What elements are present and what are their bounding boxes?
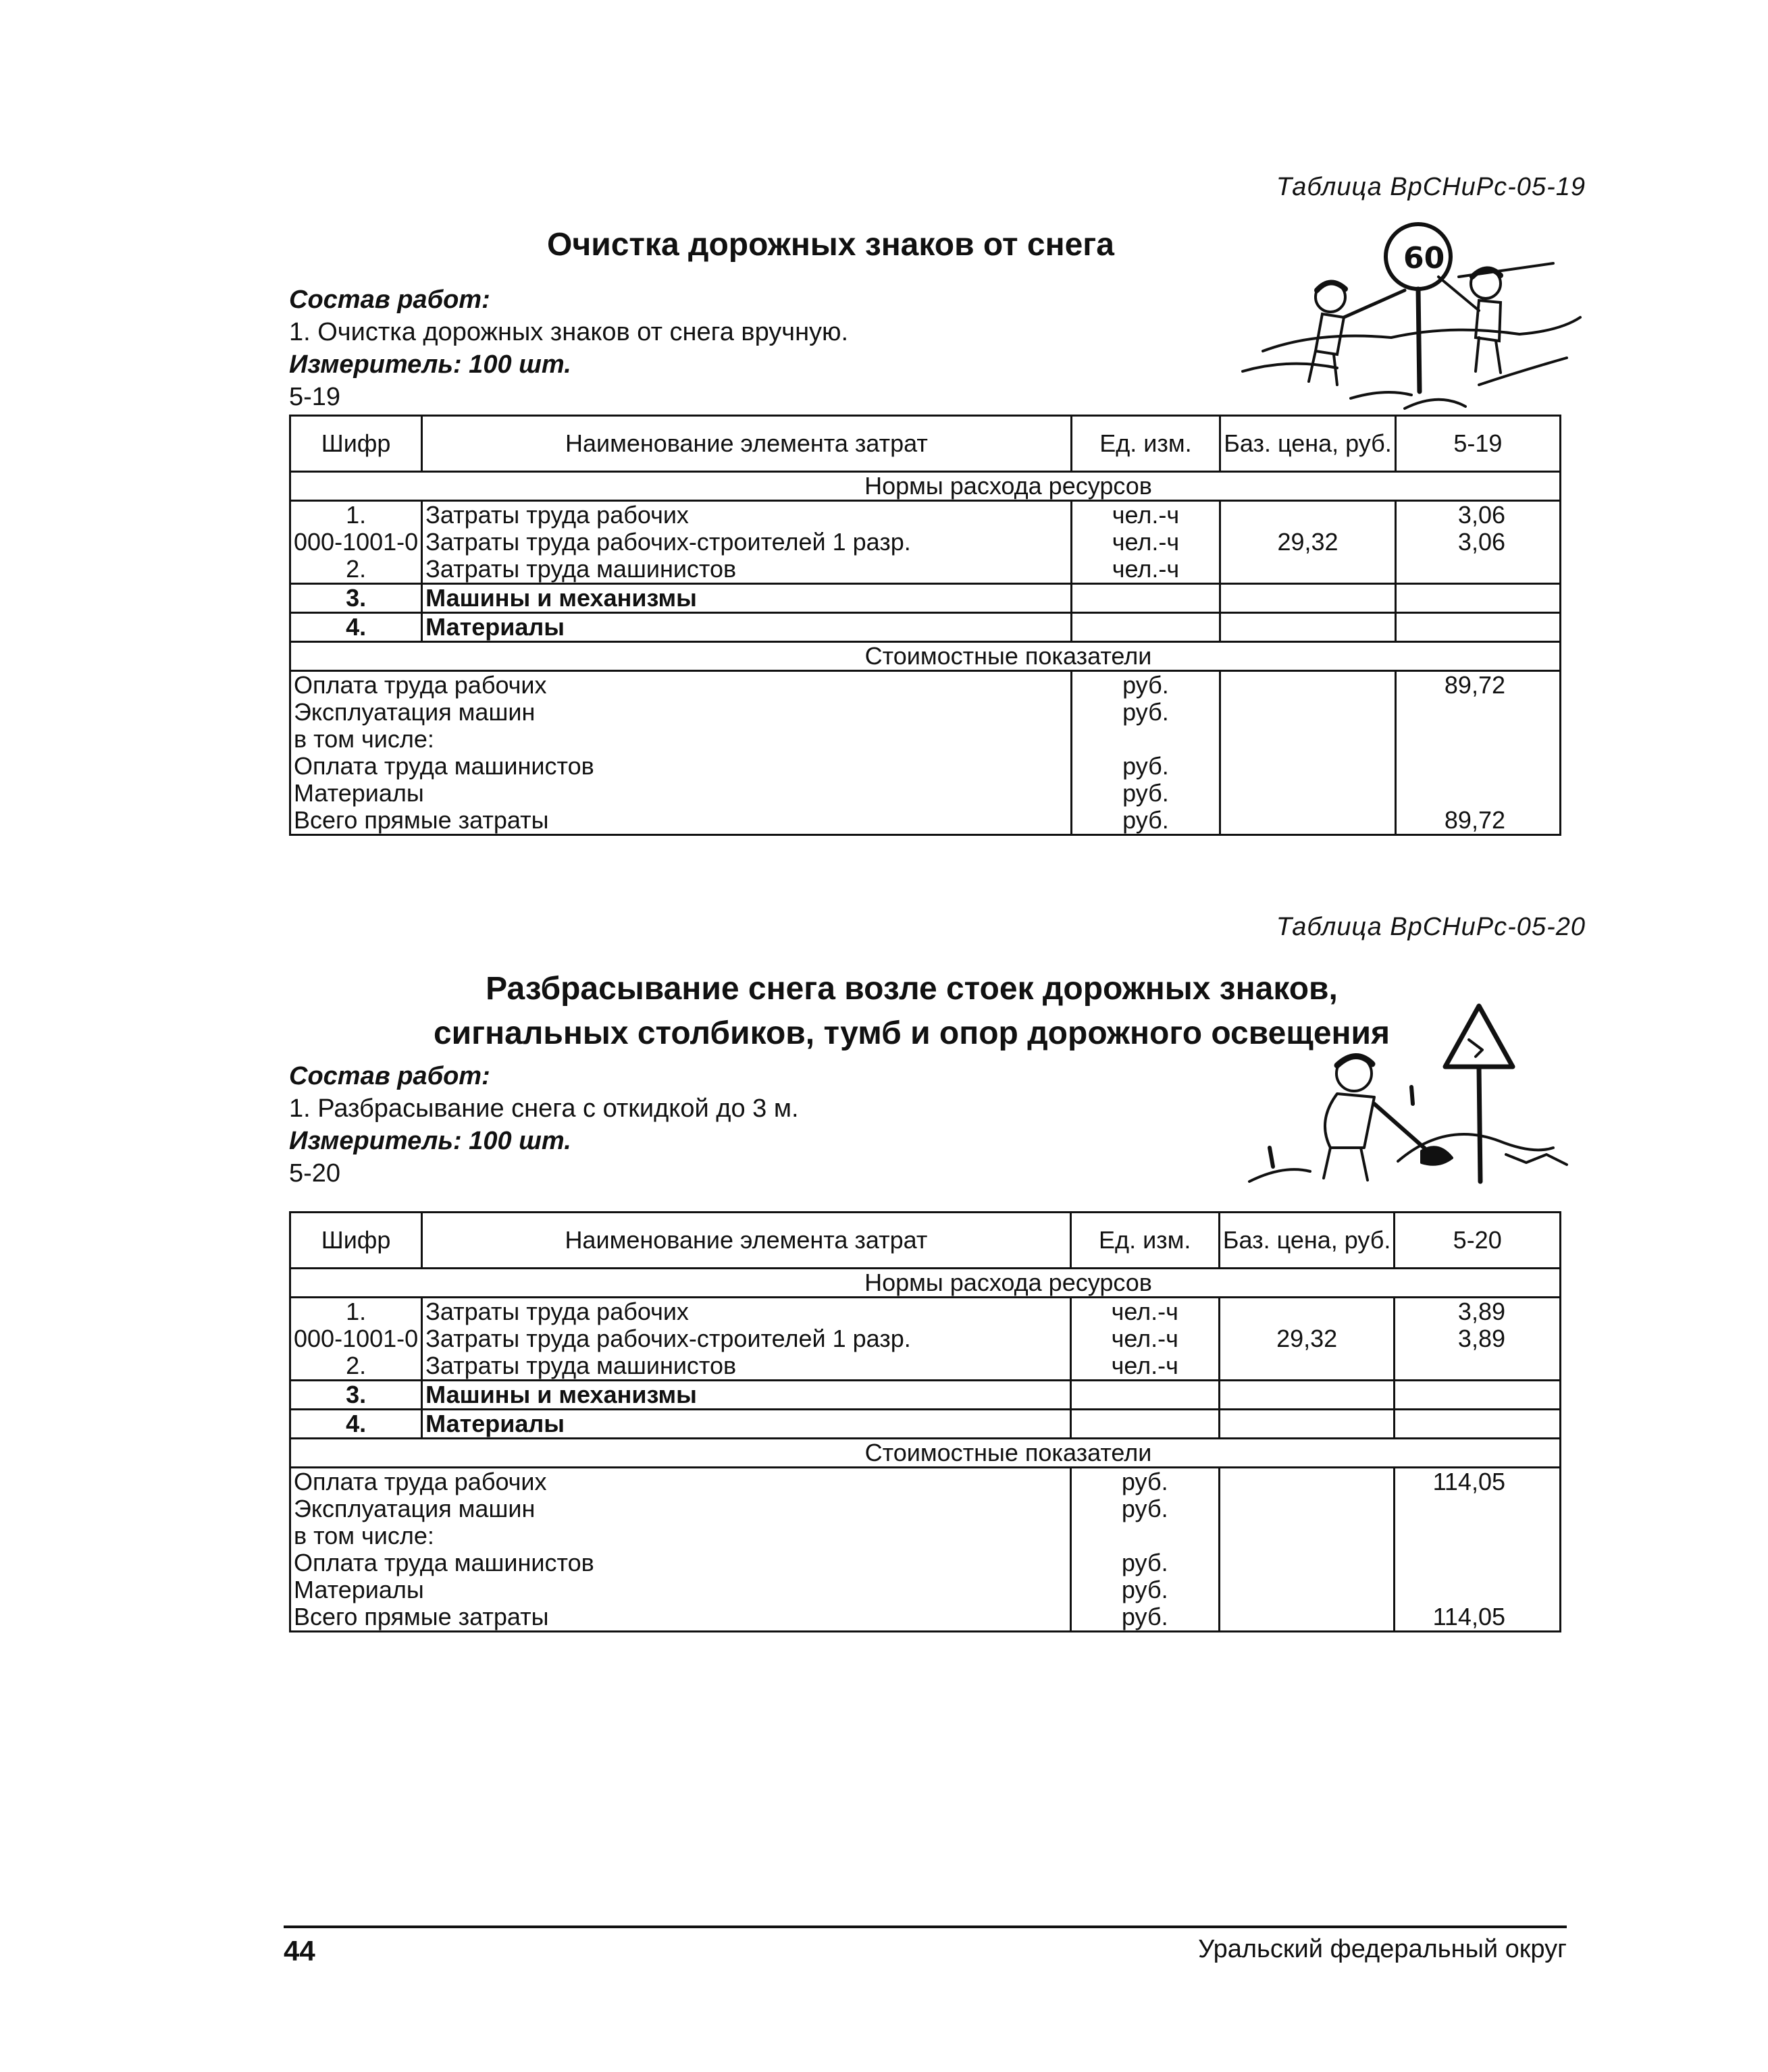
table-row: [290, 753, 1561, 780]
header-cell: 5-19: [1395, 416, 1560, 472]
table-row: [290, 1325, 1561, 1352]
footer-region: Уральский федеральный округ: [1198, 1935, 1567, 1963]
cost-unit: [1071, 726, 1220, 753]
band-label: Нормы расхода ресурсов: [290, 1269, 1561, 1298]
row-code: 1.: [290, 501, 422, 529]
row-unit: [1071, 584, 1220, 613]
table-row: [290, 1549, 1561, 1576]
cost-value: 89,72: [1395, 671, 1560, 699]
row-code: 1.: [290, 1298, 422, 1326]
table-row: [290, 1495, 1561, 1522]
row-price: [1219, 1381, 1395, 1410]
row-value: [1395, 1381, 1561, 1410]
row-code: 2.: [290, 1352, 422, 1381]
footer-divider: [284, 1925, 1567, 1928]
composition-label: Состав работ:: [289, 1062, 490, 1090]
cost-unit: руб.: [1071, 753, 1220, 780]
worker-shoveling-snow-illustration: [1229, 986, 1580, 1188]
meter-label: Измеритель: 100 шт.: [289, 1127, 571, 1155]
cost-name: Эксплуатация машин: [290, 1495, 1071, 1522]
cost-table: [289, 415, 1561, 836]
band-row: [290, 1439, 1561, 1468]
header-cell: Ед. изм.: [1071, 416, 1220, 472]
cost-name: в том числе:: [290, 1522, 1071, 1549]
cost-table: [289, 1211, 1561, 1632]
header-cell: Шифр: [290, 416, 422, 472]
table-row: [290, 1576, 1561, 1603]
composition-text: 1. Очистка дорожных знаков от снега вручную.: [289, 318, 849, 346]
row-price: [1220, 584, 1396, 613]
title-line: Очистка дорожных знаков от снега: [547, 227, 1114, 263]
row-unit: чел.-ч: [1071, 529, 1220, 556]
band-label: Стоимостные показатели: [290, 1439, 1561, 1468]
band-label: Стоимостные показатели: [290, 642, 1561, 671]
table-id: Таблица ВрСНиРс-05-20: [1276, 913, 1586, 941]
row-price: 29,32: [1219, 1325, 1395, 1352]
band-label: Нормы расхода ресурсов: [290, 472, 1561, 501]
table-row: [290, 584, 1561, 613]
cost-value: [1395, 1576, 1561, 1603]
section-05-19: [0, 0, 1768, 834]
cost-name: Оплата труда машинистов: [290, 1549, 1071, 1576]
cost-name: Материалы: [290, 1576, 1071, 1603]
row-name: Затраты труда рабочих: [422, 501, 1072, 529]
row-code: 4.: [290, 613, 422, 642]
table-row: [290, 726, 1561, 753]
cost-value: [1395, 753, 1560, 780]
cost-unit: руб.: [1071, 671, 1220, 699]
row-price: 29,32: [1220, 529, 1396, 556]
header-cell: Шифр: [290, 1213, 422, 1269]
cost-name: Оплата труда машинистов: [290, 753, 1072, 780]
row-code: 000-1001-0: [290, 1325, 422, 1352]
row-unit: чел.-ч: [1071, 501, 1220, 529]
header-cell: 5-20: [1395, 1213, 1561, 1269]
cost-value: [1395, 726, 1560, 753]
row-name: Затраты труда машинистов: [422, 556, 1072, 584]
band-row: [290, 1269, 1561, 1298]
cost-value: 114,05: [1395, 1468, 1561, 1496]
row-price: [1220, 501, 1396, 529]
table-row: [290, 1603, 1561, 1632]
table-row: [290, 1381, 1561, 1410]
header-cell: Баз. цена, руб.: [1219, 1213, 1395, 1269]
row-value: [1395, 556, 1560, 584]
row-value: [1395, 613, 1560, 642]
header-cell: Наименование элемента затрат: [422, 1213, 1070, 1269]
header-cell: Ед. изм.: [1070, 1213, 1219, 1269]
cost-name: Материалы: [290, 780, 1072, 807]
meter-label: Измеритель: 100 шт.: [289, 350, 571, 379]
cost-value: 114,05: [1395, 1603, 1561, 1632]
band-row: [290, 642, 1561, 671]
table-row: [290, 1410, 1561, 1439]
section-meta: [289, 1060, 799, 1190]
table-row: [290, 1468, 1561, 1496]
row-code: 3.: [290, 584, 422, 613]
row-price: [1219, 1410, 1395, 1439]
composition-label: Состав работ:: [289, 286, 490, 314]
row-price: [1220, 613, 1396, 642]
row-name: Затраты труда рабочих-строителей 1 разр.: [422, 529, 1072, 556]
table-row: [290, 501, 1561, 529]
row-unit: [1070, 1410, 1219, 1439]
row-name: Затраты труда машинистов: [422, 1352, 1070, 1381]
header-cell: Наименование элемента затрат: [422, 416, 1072, 472]
row-code: 2.: [290, 556, 422, 584]
table-header-row: [290, 1213, 1561, 1269]
cost-unit: руб.: [1071, 807, 1220, 835]
section-code: 5-20: [289, 1159, 341, 1188]
row-price: [1220, 556, 1396, 584]
section-meta: [289, 284, 848, 413]
cost-unit: руб.: [1070, 1495, 1219, 1522]
cost-name: в том числе:: [290, 726, 1072, 753]
row-name: Затраты труда рабочих-строителей 1 разр.: [422, 1325, 1070, 1352]
composition-text: 1. Разбрасывание снега с откидкой до 3 м.: [289, 1094, 799, 1123]
row-value: 3,89: [1395, 1298, 1561, 1326]
table-row: [290, 1522, 1561, 1549]
table-header-row: [290, 416, 1561, 472]
cost-unit: руб.: [1070, 1576, 1219, 1603]
cost-value: [1395, 699, 1560, 726]
cost-value: [1395, 1495, 1561, 1522]
band-row: [290, 472, 1561, 501]
cost-value: [1395, 1522, 1561, 1549]
row-value: [1395, 1352, 1561, 1381]
row-unit: [1071, 613, 1220, 642]
cost-unit: руб.: [1070, 1549, 1219, 1576]
row-value: 3,06: [1395, 501, 1560, 529]
table-row: [290, 556, 1561, 584]
cost-value: 89,72: [1395, 807, 1560, 835]
cost-unit: руб.: [1071, 780, 1220, 807]
row-unit: чел.-ч: [1070, 1325, 1219, 1352]
cost-name: Всего прямые затраты: [290, 1603, 1071, 1632]
table-row: [290, 613, 1561, 642]
cost-unit: руб.: [1070, 1468, 1219, 1496]
workers-cleaning-sign-illustration: [1236, 216, 1587, 412]
row-unit: чел.-ч: [1070, 1298, 1219, 1326]
cost-name: Оплата труда рабочих: [290, 671, 1072, 699]
row-unit: чел.-ч: [1070, 1352, 1219, 1381]
header-cell: Баз. цена, руб.: [1220, 416, 1396, 472]
page-number: 44: [284, 1935, 315, 1967]
row-value: 3,89: [1395, 1325, 1561, 1352]
row-unit: чел.-ч: [1071, 556, 1220, 584]
row-value: [1395, 1410, 1561, 1439]
cost-unit: [1070, 1522, 1219, 1549]
section-code: 5-19: [289, 383, 341, 411]
row-value: 3,06: [1395, 529, 1560, 556]
cost-name: Эксплуатация машин: [290, 699, 1072, 726]
section-05-20: [0, 797, 1768, 1630]
row-value: [1395, 584, 1560, 613]
row-name: Затраты труда рабочих: [422, 1298, 1070, 1326]
cost-name: Оплата труда рабочих: [290, 1468, 1071, 1496]
section-title: [392, 223, 1270, 267]
row-name: Машины и механизмы: [422, 584, 1072, 613]
row-code: 000-1001-0: [290, 529, 422, 556]
row-code: 4.: [290, 1410, 422, 1439]
cost-value: [1395, 1549, 1561, 1576]
cost-unit: руб.: [1071, 699, 1220, 726]
row-name: Материалы: [422, 613, 1072, 642]
row-unit: [1070, 1381, 1219, 1410]
cost-unit: руб.: [1070, 1603, 1219, 1632]
table-row: [290, 1352, 1561, 1381]
cost-name: Всего прямые затраты: [290, 807, 1072, 835]
table-row: [290, 529, 1561, 556]
table-row: [290, 1298, 1561, 1326]
row-name: Материалы: [422, 1410, 1070, 1439]
row-price: [1219, 1352, 1395, 1381]
table-id: Таблица ВрСНиРс-05-19: [1276, 173, 1586, 201]
title-line: сигнальных столбиков, тумб и опор дорожного освещения: [433, 1015, 1390, 1051]
row-code: 3.: [290, 1381, 422, 1410]
row-price: [1219, 1298, 1395, 1326]
table-row: [290, 671, 1561, 699]
sign-number-label: 60: [1403, 241, 1445, 275]
table-row: [290, 699, 1561, 726]
title-line: Разбрасывание снега возле стоек дорожных знаков,: [486, 971, 1338, 1007]
row-name: Машины и механизмы: [422, 1381, 1070, 1410]
